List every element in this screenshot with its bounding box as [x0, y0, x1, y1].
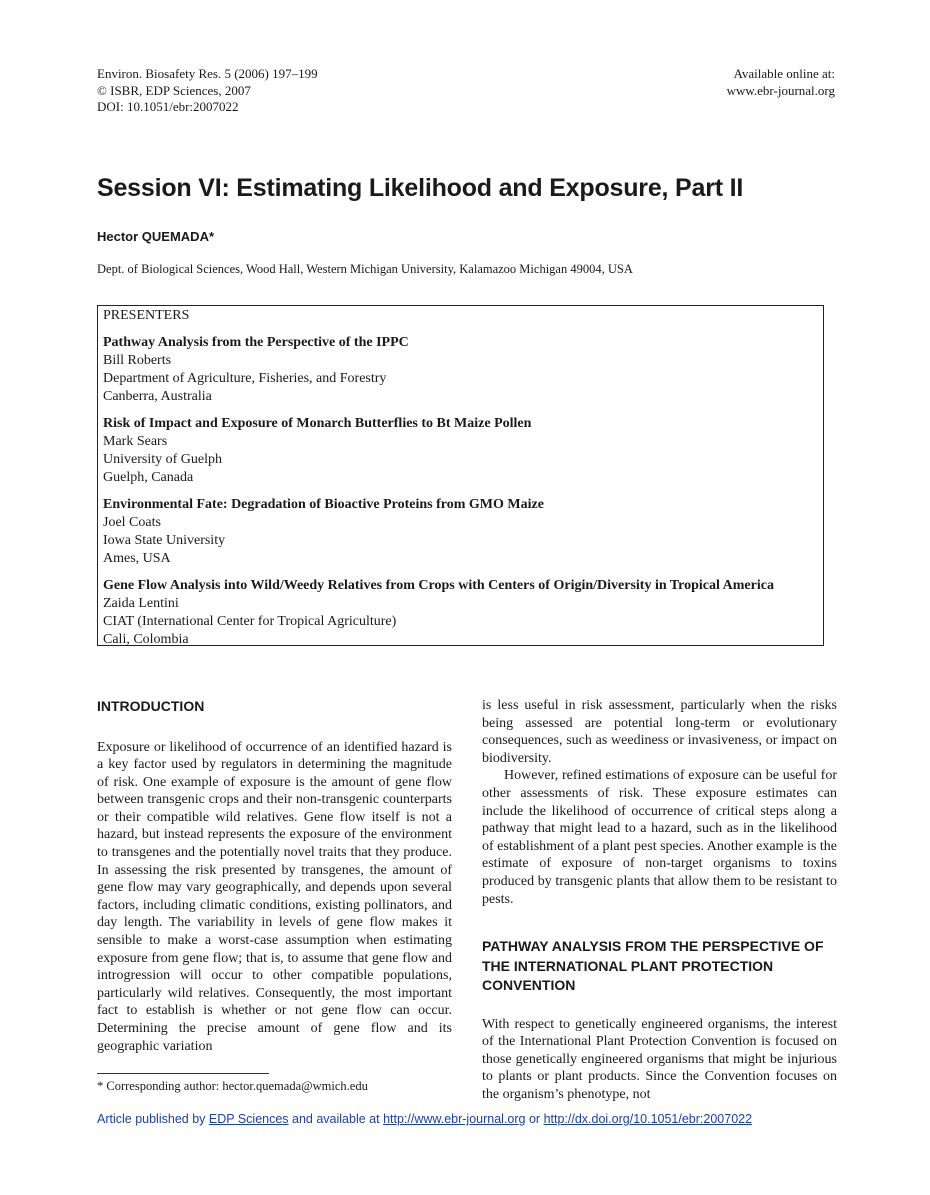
presenter-location: Ames, USA: [103, 551, 171, 566]
introduction-paragraph-continued: is less useful in risk assessment, particularly when the risks being assessed are potential long-term or evolutionary consequences, such as weediness or invasiveness, or impact on biodiversity.: [482, 698, 837, 766]
presenter-name: Bill Roberts: [103, 353, 172, 368]
introduction-paragraph: Exposure or likelihood of occurrence of an identified hazard is a key factor used by regulators in determining the magnitude of risk. One example of exposure is the amount of gene flow between transgenic crops and their non-transgenic counterparts or their compatible wild relatives. Gene flow itself is not a hazard, but instead represents the exposure of the environment to transgenes and the potentially novel traits that they produce. In assessing the risk presented by transgenes, the amount of gene flow may vary geographically, and depends upon several factors, including climatic conditions, existing pollinators, and day length. The variability in levels of gene flow makes it sensible to make a worst-case assumption when estimating exposure from gene flow; that is, to assume that gene flow and introgression will occur to other compatible populations, particularly wild relatives. Consequently, the most important fact to establish is whether or not gene flow can occur. Determining the precise amount of gene flow and its geographic variation: [97, 739, 452, 1054]
publication-mid: and available at: [288, 1112, 384, 1126]
journal-url: www.ebr-journal.org: [726, 82, 835, 98]
presenter-entry: [103, 496, 818, 568]
availability-note: [727, 66, 835, 99]
presenter-organization: University of Guelph: [103, 452, 222, 467]
presenters-box: [97, 305, 824, 646]
pathway-analysis-paragraph: With respect to genetically engineered organisms, the interest of the International Plant Protection Convention is focused on those genetically engineered organisms that might be injurious to plants or plant products. Since the Convention focuses on the organism’s phenotype, not: [482, 1016, 837, 1102]
right-column: [482, 697, 837, 1104]
publication-or: or: [525, 1112, 544, 1126]
introduction-heading: INTRODUCTION: [97, 698, 205, 714]
presentation-title: Environmental Fate: Degradation of Bioactive Proteins from GMO Maize: [103, 497, 544, 512]
copyright-line: © ISBR, EDP Sciences, 2007: [97, 82, 251, 98]
presenter-location: Guelph, Canada: [103, 470, 194, 485]
presenters-heading: PRESENTERS: [103, 308, 190, 323]
doi-line: DOI: 10.1051/ebr:2007022: [97, 99, 239, 114]
corresponding-author-footnote: * Corresponding author: hector.quemada@wmich.edu: [97, 1079, 368, 1093]
introduction-paragraph: However, refined estimations of exposure can be useful for other assessments of risk. These exposure estimates can include the likelihood of occurrence of critical steps along a pathway that might lead to a hazard, such as in the likelihood of establishment of a plant pest species. Another example is the estimate of exposure of non-target organisms to toxins produced by transgenic plants that allow them to be resistant to pests.: [482, 768, 837, 907]
presenter-organization: Department of Agriculture, Fisheries, and Forestry: [103, 371, 387, 386]
presenter-name: Zaida Lentini: [103, 596, 179, 611]
article-title: Session VI: Estimating Likelihood and Exposure, Part II: [97, 174, 744, 202]
presenter-organization: Iowa State University: [103, 533, 226, 548]
presenter-location: Canberra, Australia: [103, 389, 212, 404]
presenter-location: Cali, Colombia: [103, 632, 189, 647]
presentation-title: Risk of Impact and Exposure of Monarch Butterflies to Bt Maize Pollen: [103, 416, 532, 431]
journal-citation: [97, 66, 318, 116]
publication-line: [97, 1112, 752, 1126]
footnote-rule: [97, 1073, 269, 1074]
presenter-organization: CIAT (International Center for Tropical Agriculture): [103, 614, 397, 629]
edp-sciences-link[interactable]: EDP Sciences: [208, 1112, 289, 1126]
pathway-analysis-heading: PATHWAY ANALYSIS FROM THE PERSPECTIVE OF THE INTERNATIONAL PLANT PROTECTION CONVENTION: [482, 938, 824, 994]
citation-line: Environ. Biosafety Res. 5 (2006) 197–199: [97, 66, 318, 81]
left-column: [97, 697, 452, 1055]
doi-link[interactable]: http://dx.doi.org/10.1051/ebr:2007022: [543, 1112, 753, 1126]
presenter-entry: [103, 334, 818, 406]
publication-prefix: Article published by: [97, 1112, 209, 1126]
presenter-entry: [103, 577, 818, 649]
author-name: Hector QUEMADA*: [97, 229, 215, 244]
available-label: Available online at:: [733, 66, 835, 81]
presenter-name: Joel Coats: [103, 515, 161, 530]
presentation-title: Pathway Analysis from the Perspective of the IPPC: [103, 335, 409, 350]
presenter-entry: [103, 415, 818, 487]
author-affiliation: Dept. of Biological Sciences, Wood Hall, Western Michigan University, Kalamazoo Michigan 49004, USA: [97, 262, 633, 276]
presenter-name: Mark Sears: [103, 434, 168, 449]
presentation-title: Gene Flow Analysis into Wild/Weedy Relatives from Crops with Centers of Origin/Diversity in Tropical America: [103, 578, 774, 593]
journal-website-link[interactable]: http://www.ebr-journal.org: [383, 1112, 526, 1126]
